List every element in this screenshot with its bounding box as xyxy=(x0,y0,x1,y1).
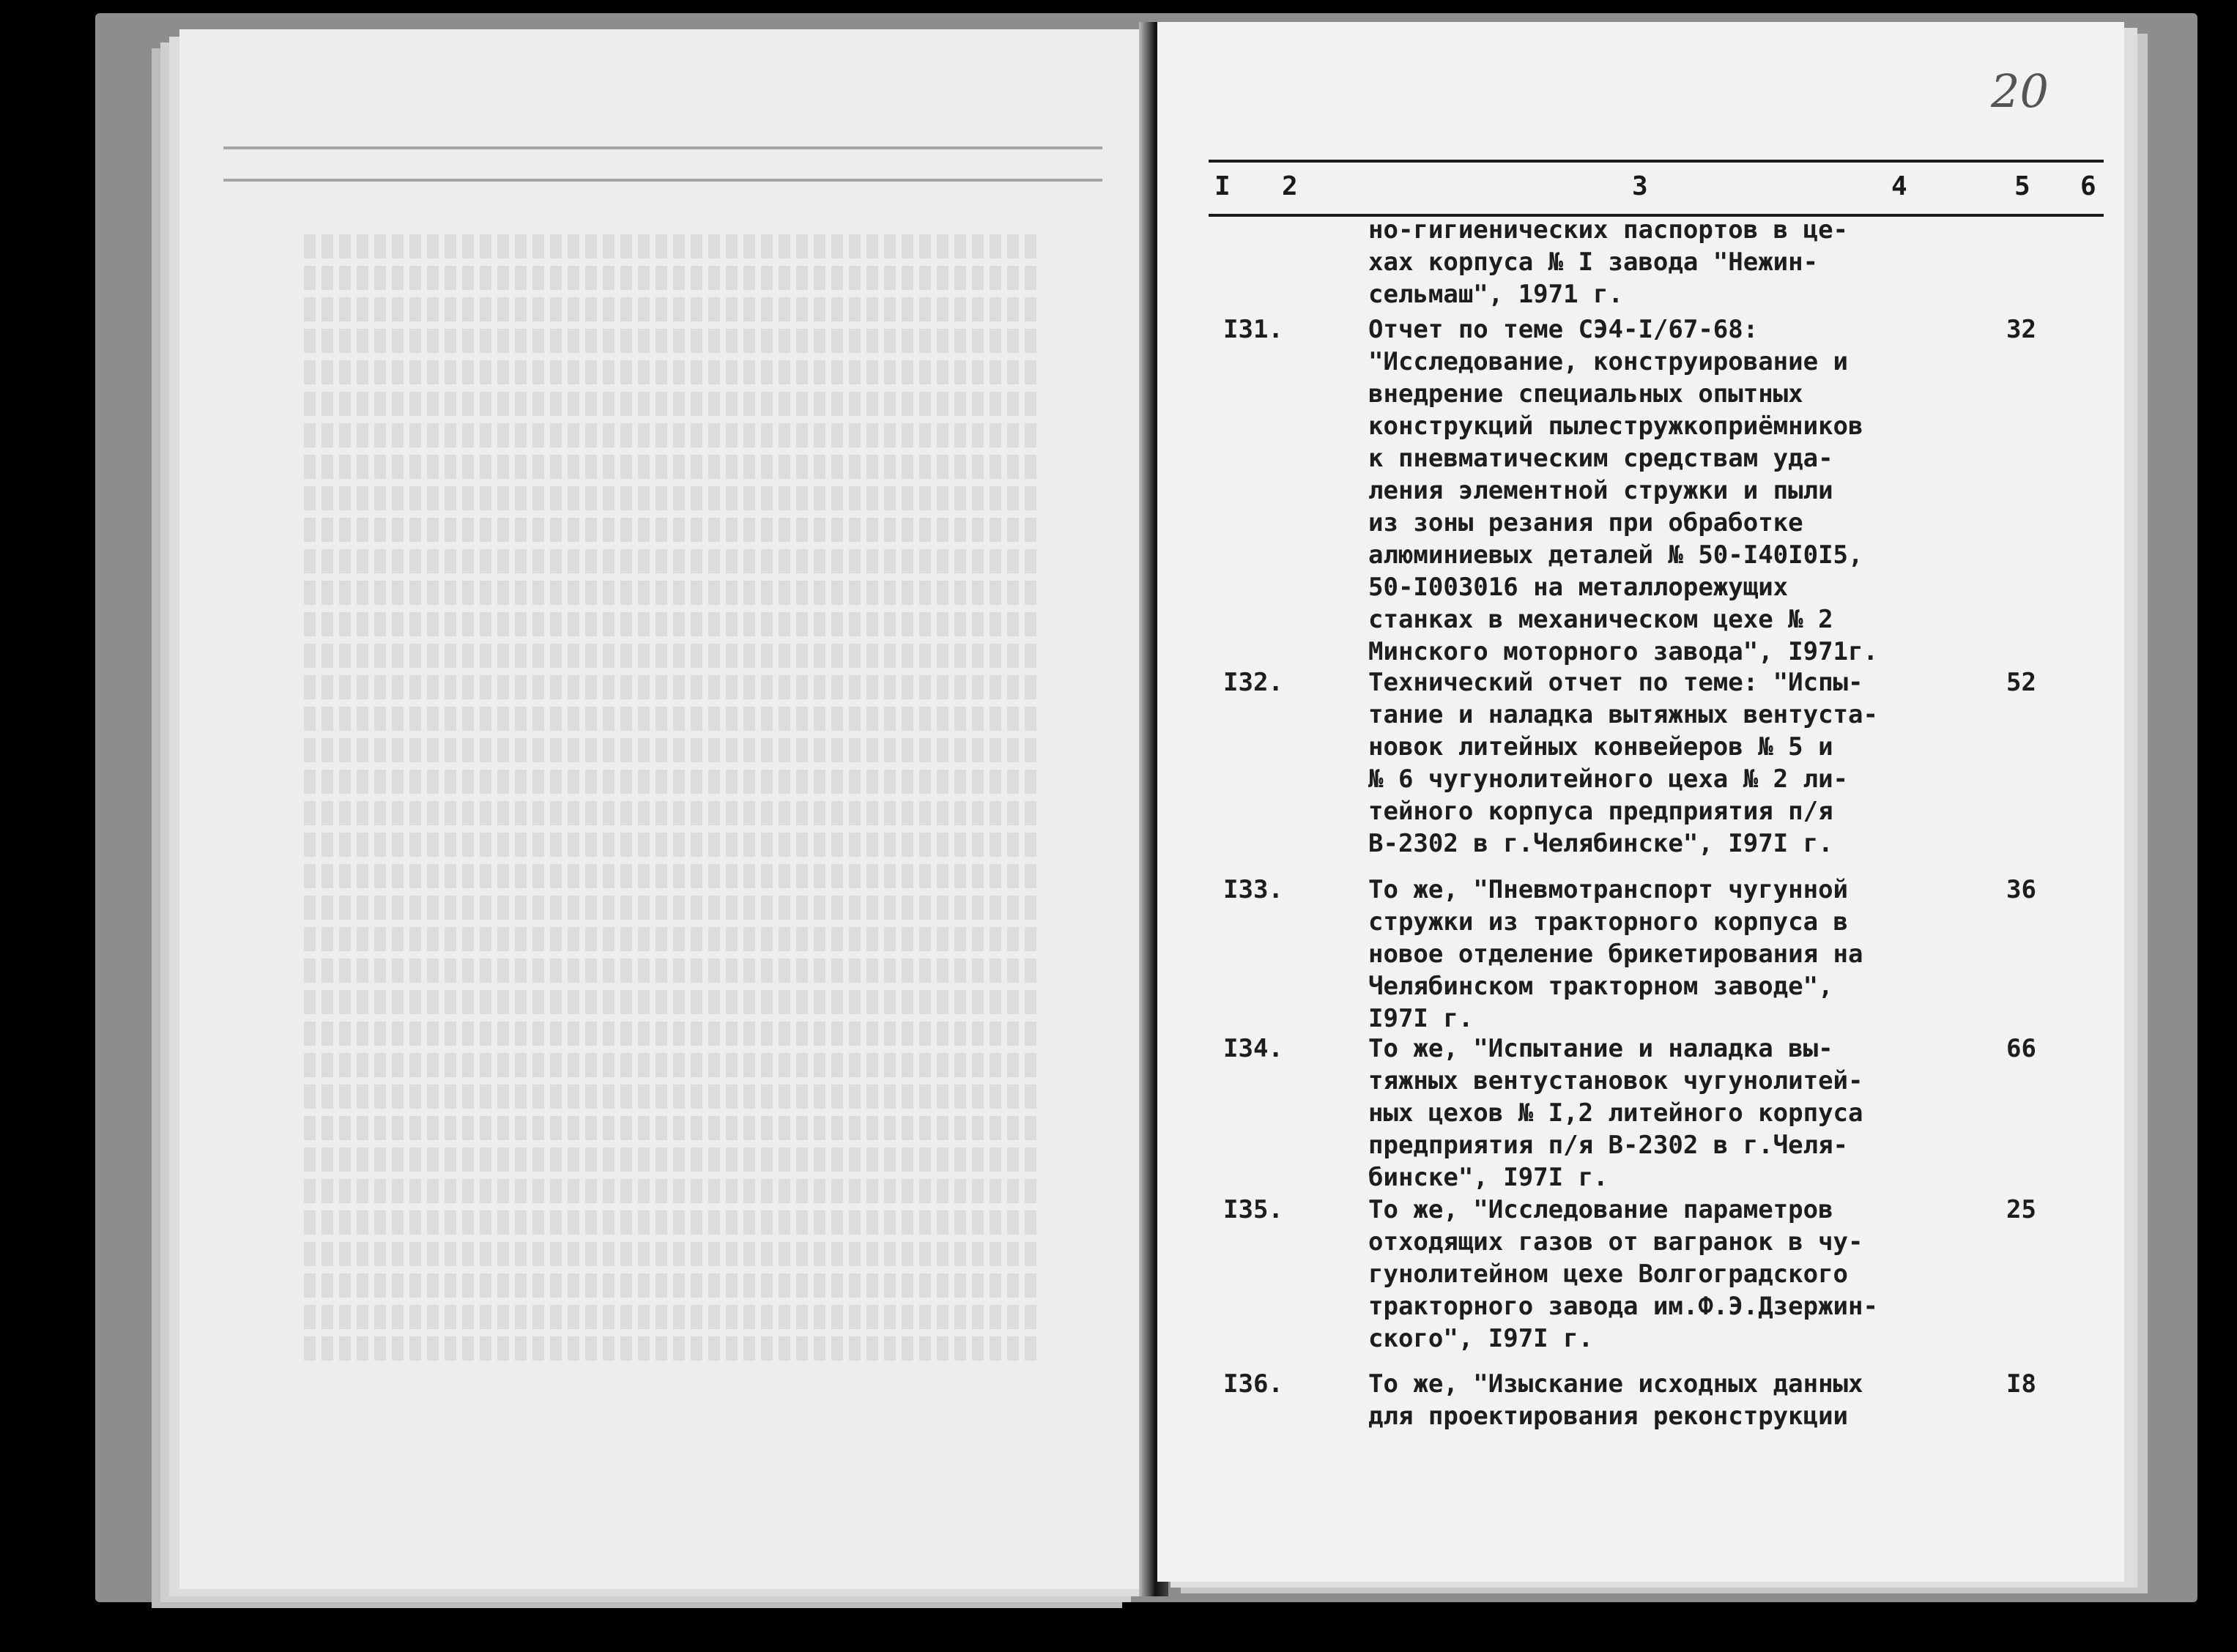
mirrored-table-header xyxy=(223,146,1102,182)
mirrored-text-block xyxy=(304,234,1036,1368)
header-col-2: 2 xyxy=(1282,171,1298,201)
entry-line: № 6 чугунолитейного цеха № 2 ли- xyxy=(1368,764,1849,794)
entry-line: тяжных вентустановок чугунолитей- xyxy=(1368,1066,1863,1095)
entry-description xyxy=(1368,1032,1863,1194)
header-col-5: 5 xyxy=(2014,171,2030,201)
entry-line: тракторного завода им.Ф.Э.Дзержин- xyxy=(1368,1292,1878,1321)
right-page xyxy=(1157,22,2124,1582)
entry-line: из зоны резания при обработке xyxy=(1368,508,1803,537)
entry-line: ского", I97I г. xyxy=(1368,1324,1594,1353)
table-header xyxy=(1209,160,2104,217)
entry-line: "Исследование, конструирование и xyxy=(1368,347,1849,376)
entry-line: отходящих газов от вагранок в чу- xyxy=(1368,1227,1863,1257)
header-col-3: 3 xyxy=(1632,171,1648,201)
page-number: 20 xyxy=(1991,64,2049,118)
header-col-4: 4 xyxy=(1891,171,1907,201)
entry-line: внедрение специальных опытных xyxy=(1368,379,1803,409)
entry-line: тейного корпуса предприятия п/я xyxy=(1368,797,1833,826)
entry-line: Минского моторного завода", I971г. xyxy=(1368,637,1878,666)
entry-line: ления элементной стружки и пыли xyxy=(1368,476,1833,505)
entry-line: бинске", I97I г. xyxy=(1368,1163,1609,1192)
header-col-1: I xyxy=(1214,171,1231,201)
entry-pages: 25 xyxy=(2006,1195,2036,1224)
entry-line: новое отделение брикетирования на xyxy=(1368,940,1863,969)
entry-number: I35. xyxy=(1223,1195,1283,1224)
entry-line: тание и наладка вытяжных вентуста- xyxy=(1368,700,1878,729)
entry-pages: 32 xyxy=(2006,315,2036,344)
entry-description xyxy=(1368,1368,1863,1432)
entry-line: То же, "Исследование параметров xyxy=(1368,1195,1833,1224)
entry-line: алюминиевых деталей № 50-I40I0I5, xyxy=(1368,540,1863,570)
entry-line: новок литейных конвейеров № 5 и xyxy=(1368,732,1833,762)
entry-pages: I8 xyxy=(2006,1369,2036,1399)
entry-line: хах корпуса № I завода "Нежин- xyxy=(1368,248,1819,277)
entry-line: ных цехов № I,2 литейного корпуса xyxy=(1368,1098,1863,1128)
entry-description xyxy=(1368,1194,1878,1355)
entry-line: В-2302 в г.Челябинске", I97I г. xyxy=(1368,829,1833,858)
entry-pages: 36 xyxy=(2006,875,2036,904)
entry-number: I33. xyxy=(1223,875,1283,904)
entry-line: I97I г. xyxy=(1368,1004,1474,1033)
entry-description xyxy=(1368,313,1878,668)
entry-pages: 66 xyxy=(2006,1034,2036,1063)
entry-line: гунолитейном цехе Волгоградского xyxy=(1368,1260,1849,1289)
entry-number: I31. xyxy=(1223,315,1283,344)
entry-line: стружки из тракторного корпуса в xyxy=(1368,907,1849,937)
entry-number: I32. xyxy=(1223,668,1283,697)
entry-description xyxy=(1368,874,1863,1035)
entry-line: То же, "Изыскание исходных данных xyxy=(1368,1369,1863,1399)
entry-line: То же, "Испытание и наладка вы- xyxy=(1368,1034,1833,1063)
header-col-6: 6 xyxy=(2080,171,2096,201)
entry-line: к пневматическим средствам уда- xyxy=(1368,444,1833,473)
entry-line: станках в механическом цехе № 2 xyxy=(1368,605,1833,634)
entry-description xyxy=(1368,666,1878,860)
entry-line: Отчет по теме СЭ4-I/67-68: xyxy=(1368,315,1759,344)
entry-line: 50-I003016 на металлорежущих xyxy=(1368,573,1789,602)
entry-line: Челябинском тракторном заводе", xyxy=(1368,972,1833,1001)
entry-line: Технический отчет по теме: "Испы- xyxy=(1368,668,1863,697)
entry-line: сельмаш", 1971 г. xyxy=(1368,280,1623,309)
entry-number: I36. xyxy=(1223,1369,1283,1399)
entry-line: но-гигиенических паспортов в це- xyxy=(1368,215,1849,245)
entry-line: конструкций пылестружкоприёмников xyxy=(1368,412,1863,441)
entry-description xyxy=(1368,214,1852,310)
entry-line: То же, "Пневмотранспорт чугунной xyxy=(1368,875,1849,904)
entry-line: для проектирования реконструкции xyxy=(1368,1402,1849,1431)
entry-pages: 52 xyxy=(2006,668,2036,697)
entry-line: предприятия п/я В-2302 в г.Челя- xyxy=(1368,1131,1849,1160)
entry-number: I34. xyxy=(1223,1034,1283,1063)
left-page-bleedthrough xyxy=(179,29,1150,1589)
